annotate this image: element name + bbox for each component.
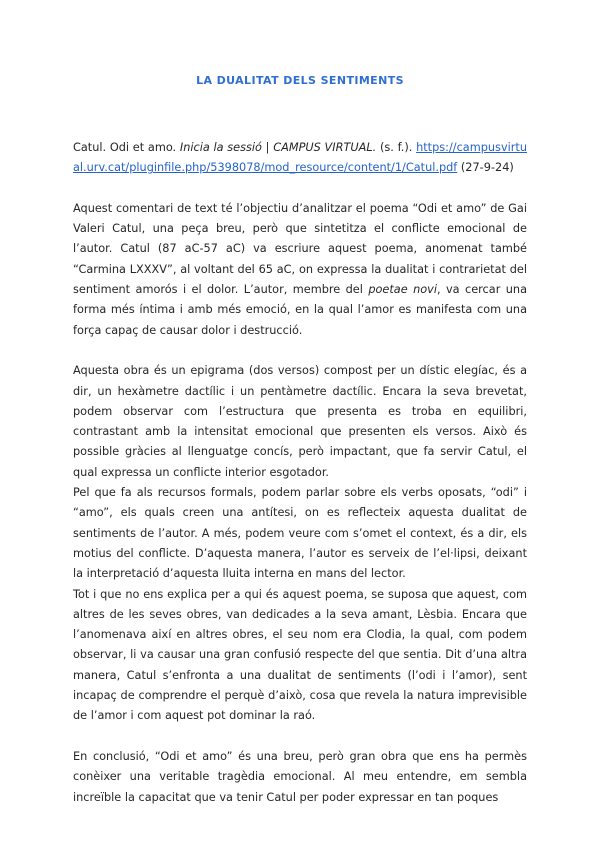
paragraph-introduction-text: Aquest comentari de text té l’objectiu d’analitzar el poema “Odi et amo” de Gai Valeri Catul, una peça breu, però que sintetitza el conflicte emocional de l’autor. Catul (87 aC-57 aC) va escriure aquest poema, anomenat també “Carmina LXXXV”, al voltant del 65 aC, on expressa la dualitat i contrarietat del sentiment amorós i el dolor. L’autor, membre del (73, 201, 527, 297)
poetae-novi-term: poetae novi (368, 283, 437, 297)
paragraph-introduction (73, 199, 527, 341)
document-title: LA DUALITAT DELS SENTIMENTS (196, 74, 404, 87)
paragraph-structure: Aquesta obra és un epigrama (dos versos) compost per un dístic elegíac, és a dir, un hexàmetre dactílic i un pentàmetre dactílic. Encara la seva brevetat, podem observar com l’estructura que presenta es troba en equilibri, contrastant amb la intensitat emocional que presenten els versos. Això és possible gràcies al llenguatge concís, però impactant, que fa servir Catul, el qual expressa un conflicte interior esgotador. (73, 364, 527, 479)
citation-date: (27-9-24) (460, 161, 514, 175)
citation-source: Inicia la sessió | CAMPUS VIRTUAL. (179, 141, 377, 154)
paragraph-context: Tot i que no ens explica per a qui és aquest poema, se suposa que aquest, com altres de les seves obres, van dedicades a la seva amant, Lèsbia. Encara que l’anomenava així en altres obres, el seu nom era Clodia, la qual, com podem observar, li va causar una gran confusió respecte del que sentia. Dit d’una altra manera, Catul s’enfronta a una dualitat de sentiments (l’odi i l’amor), sent incapaç de comprendre el perquè d’això, cosa que revela la natura imprevisible de l’amor i com aquest pot dominar la raó. (73, 587, 527, 723)
citation-paragraph (73, 138, 527, 179)
citation-author-work: Catul. Odi et amo. (73, 141, 177, 154)
citation-url-link[interactable]: https://campusvirtual.urv.cat/pluginfile.php/5398078/mod_resource/content/1/Catul.pdf (73, 141, 527, 175)
paragraph-conclusion: En conclusió, “Odi et amo” és una breu, però gran obra que ens ha permès conèixer una veritable tragèdia emocional. Al meu entendre, em sembla increïble la capacitat que va tenir Catul per poder expressar en tan poques (73, 749, 527, 804)
paragraph-introduction-text-end: , va cercar una forma més íntima i amb més emoció, en la qual l’amor es manifesta com una força capaç de causar dolor i destrucció. (73, 283, 527, 337)
document-body (73, 138, 527, 808)
citation-year: (s. f.). (380, 141, 413, 154)
paragraph-formal-resources: Pel que fa als recursos formals, podem parlar sobre els verbs oposats, “odi” i “amo”, els quals creen una antítesi, on es reflecteix aquesta dualitat de sentiments de l’autor. A més, podem veure com s’omet el context, és a dir, els motius del conflicte. D’aquesta manera, l’autor es serveix de l’el·lipsi, deixant la interpretació d’aquesta lluita interna en mans del lector. (73, 486, 527, 581)
